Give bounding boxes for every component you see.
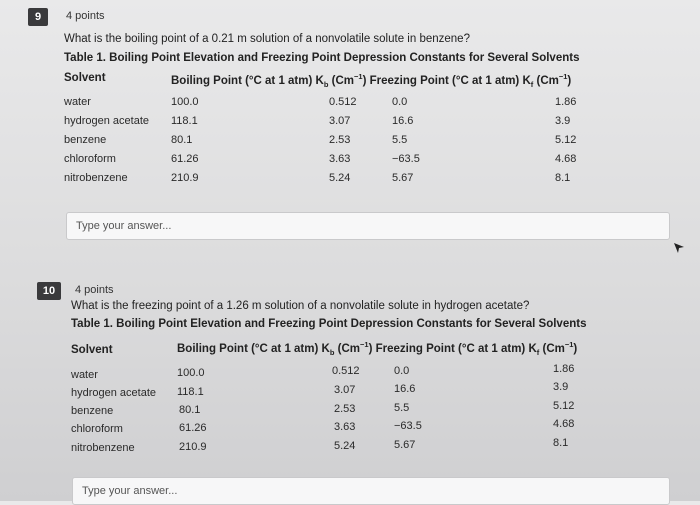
cell-fp: 5.5 <box>394 402 410 414</box>
cell-solvent: hydrogen acetate <box>64 115 150 127</box>
cell-kf: 3.9 <box>553 381 569 393</box>
header-solvent: Solvent <box>64 72 106 84</box>
cell-bp: 61.26 <box>171 153 199 165</box>
cell-bp: 80.1 <box>171 134 193 146</box>
cell-solvent: hydrogen acetate <box>71 387 157 399</box>
cell-kf: 4.68 <box>555 153 577 165</box>
cell-bp: 80.1 <box>179 404 201 416</box>
cell-kf: 5.12 <box>555 134 577 146</box>
cell-kf: 3.9 <box>555 115 571 127</box>
cell-fp: 0.0 <box>394 365 410 377</box>
cell-bp: 100.0 <box>177 367 205 379</box>
cell-fp: 16.6 <box>392 115 414 127</box>
cell-kb: 3.63 <box>334 421 356 433</box>
cell-fp: 5.67 <box>392 172 414 184</box>
cell-bp: 100.0 <box>171 96 199 108</box>
cell-kb: 0.512 <box>329 96 357 108</box>
cell-kf: 4.68 <box>553 418 575 430</box>
cell-solvent: water <box>64 96 91 108</box>
cell-fp: −63.5 <box>392 153 420 165</box>
cell-bp: 210.9 <box>179 441 207 453</box>
cell-solvent: nitrobenzene <box>71 442 135 454</box>
cell-kf: 1.86 <box>553 363 575 375</box>
cell-kb: 2.53 <box>334 403 356 415</box>
cell-bp: 118.1 <box>177 386 204 398</box>
cell-kb: 5.24 <box>334 440 356 452</box>
cell-kb: 2.53 <box>329 134 351 146</box>
cell-fp: 0.0 <box>392 96 408 108</box>
cell-kf: 8.1 <box>553 437 569 449</box>
cell-kb: 5.24 <box>329 172 351 184</box>
answer-box[interactable] <box>66 212 670 240</box>
cell-fp: 16.6 <box>394 383 416 395</box>
cell-fp: 5.5 <box>392 134 408 146</box>
cell-solvent: nitrobenzene <box>64 172 128 184</box>
cell-fp: 5.67 <box>394 439 416 451</box>
cell-kf: 5.12 <box>553 400 575 412</box>
cell-kf: 1.86 <box>555 96 577 108</box>
points-label: 4 points <box>66 10 105 22</box>
answer-input[interactable] <box>73 478 669 504</box>
header-boiling-point: Boiling Point (°C at 1 atm) $K_b$ $(Cm^{-1})$ Freezing Point (°C at 1 atm) $K_f$ $(Cm^{-1})$ <box>177 340 578 358</box>
question-prompt: What is the freezing point of a 1.26 m solution of a nonvolatile solute in hydrogen acetate? <box>71 300 530 312</box>
points-label: 4 points <box>75 284 114 296</box>
question-number-badge: 9 <box>28 8 48 26</box>
header-boiling-point: Boiling Point (°C at 1 atm) $K_b$ $(Cm^{-1})$ Freezing Point (°C at 1 atm) $K_f$ $(Cm^{-1})$ <box>171 72 572 90</box>
cell-solvent: chloroform <box>64 153 116 165</box>
cell-solvent: chloroform <box>71 423 123 435</box>
cell-kb: 3.07 <box>329 115 351 127</box>
header-solvent: Solvent <box>71 344 113 356</box>
answer-input[interactable] <box>67 213 669 239</box>
cell-bp: 118.1 <box>171 115 198 127</box>
question-prompt: What is the boiling point of a 0.21 m solution of a nonvolatile solute in benzene? <box>64 33 470 45</box>
cell-kb: 3.63 <box>329 153 351 165</box>
cell-kb: 0.512 <box>332 365 360 377</box>
cell-solvent: benzene <box>64 134 107 146</box>
cell-kb: 3.07 <box>334 384 356 396</box>
cell-fp: −63.5 <box>394 420 422 432</box>
cell-bp: 210.9 <box>171 172 199 184</box>
mouse-pointer-icon <box>672 241 686 255</box>
table-title: Table 1. Boiling Point Elevation and Freezing Point Depression Constants for Several Solvents <box>64 52 580 64</box>
table-title: Table 1. Boiling Point Elevation and Freezing Point Depression Constants for Several Solvents <box>71 318 587 330</box>
cell-bp: 61.26 <box>179 422 207 434</box>
question-10 <box>0 262 700 501</box>
cell-solvent: benzene <box>71 405 114 417</box>
cell-kf: 8.1 <box>555 172 571 184</box>
cell-solvent: water <box>71 369 98 381</box>
question-number-badge: 10 <box>37 282 61 300</box>
